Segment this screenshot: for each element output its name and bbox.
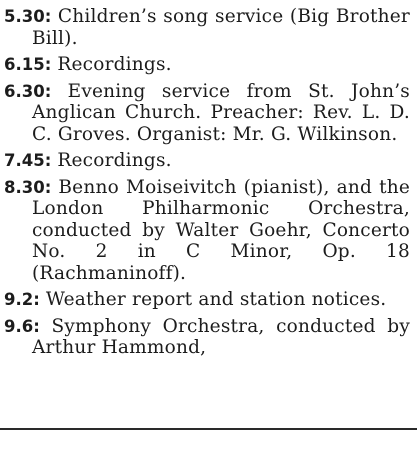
column-divider bbox=[0, 428, 417, 430]
program-listings bbox=[4, 6, 410, 364]
listing-time: 7.45: bbox=[4, 151, 52, 170]
listing-text: Benno Moiseivitch (pianist), and the London Philharmonic Orchestra, conducted by Walter Goehr, Concerto No. 2 in C Minor, Op. 18 (Rachmaninoff). bbox=[32, 176, 410, 284]
listing-time: 6.30: bbox=[4, 81, 52, 101]
listing-time: 6.15: bbox=[4, 55, 52, 74]
listing-text: Symphony Orchestra, conducted by Arthur Hammond, bbox=[32, 315, 410, 358]
listing-time: 9.6: bbox=[4, 316, 40, 336]
listing-time: 5.30: bbox=[4, 7, 52, 26]
listing-item bbox=[4, 6, 410, 49]
listing-time: 9.2: bbox=[4, 290, 40, 309]
listing-item bbox=[4, 177, 410, 285]
listing-text: Recordings. bbox=[57, 54, 172, 75]
listing-item bbox=[4, 289, 410, 311]
listing-text: Children’s song service (Big Brother Bill). bbox=[32, 6, 410, 49]
listing-item bbox=[4, 316, 410, 359]
listing-text: Evening service from St. John’s Anglican Church. Preacher: Rev. L. D. C. Groves. Organist: Mr. G. Wilkinson. bbox=[32, 80, 410, 145]
listing-time: 8.30: bbox=[4, 177, 52, 197]
listing-text: Weather report and station notices. bbox=[45, 289, 387, 310]
listing-item bbox=[4, 150, 410, 172]
listing-text: Recordings. bbox=[57, 150, 172, 171]
listing-item bbox=[4, 81, 410, 146]
listing-item bbox=[4, 54, 410, 76]
